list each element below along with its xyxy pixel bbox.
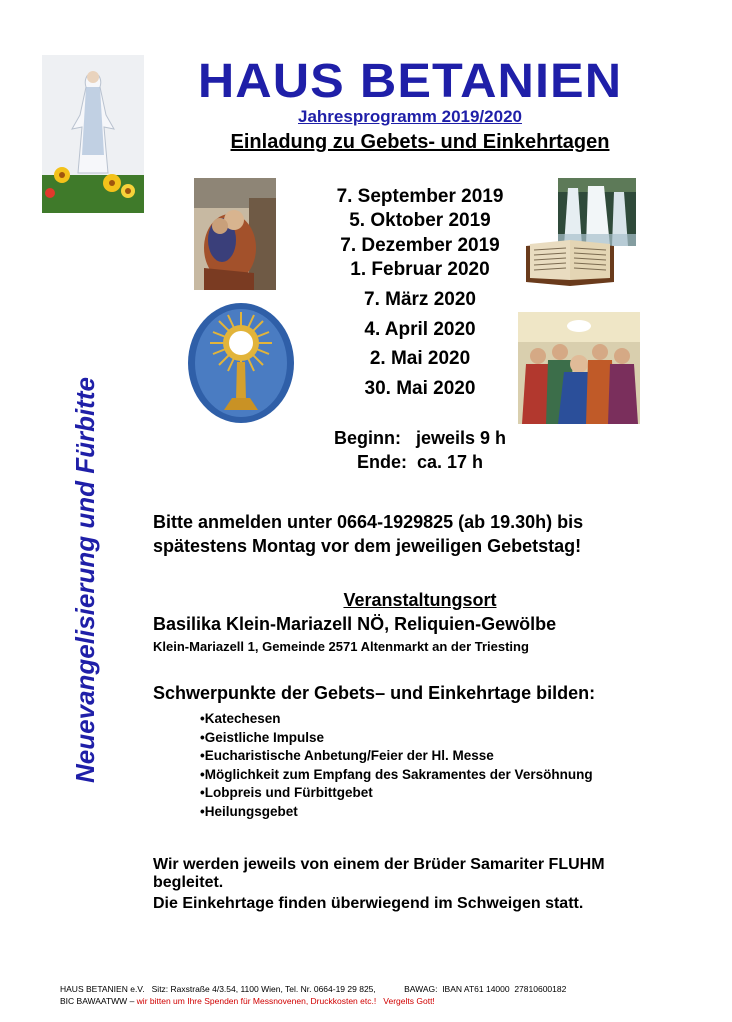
monstrance-image: [186, 302, 296, 424]
registration-line: spätestens Montag vor dem jeweiligen Gebetstag!: [153, 536, 582, 556]
event-date: 1. Februar 2020: [350, 259, 490, 280]
event-date: 7. März 2020: [364, 289, 476, 310]
event-date: 30. Mai 2020: [364, 378, 476, 399]
event-date: 5. Oktober 2019: [349, 210, 491, 231]
program-subtitle: Jahresprogramm 2019/2020: [298, 107, 522, 126]
registration-line: Bitte anmelden unter 0664-1929825 (ab 19.30h) bis: [153, 512, 584, 532]
end-time: Ende: ca. 17 h: [356, 452, 484, 472]
vertical-motto: Neuevangelisierung und Fürbitte: [70, 377, 100, 783]
begin-time: Beginn: jeweils 9 h: [333, 428, 507, 448]
footer: [60, 983, 720, 1007]
invitation-headline: Einladung zu Gebets- und Einkehrtagen: [230, 131, 610, 153]
registration-note: [153, 510, 693, 558]
event-date: 7. Dezember 2019: [340, 235, 500, 256]
event-date: 4. April 2020: [364, 319, 476, 340]
footer-bank-line: [60, 995, 720, 1007]
list-item: •Möglichkeit zum Empfang des Sakramentes der Versöhnung: [200, 766, 593, 782]
closing-note: [153, 856, 693, 892]
venue-heading: Veranstaltungsort: [343, 590, 497, 610]
venue-address: Klein-Mariazell 1, Gemeinde 2571 Altenmarkt an der Triesting: [153, 639, 529, 654]
page-title: HAUS BETANIEN: [197, 55, 623, 108]
embrace-painting-image: [194, 178, 276, 290]
silence-note: Die Einkehrtage finden überwiegend im Schweigen statt.: [153, 895, 584, 912]
closing-line: begleitet.: [153, 874, 224, 891]
closing-line: Wir werden jeweils von einem der Brüder Samariter FLUHM: [153, 856, 605, 873]
list-item: •Heilungsgebet: [200, 803, 298, 819]
footer-bic: BIC BAWAATWW –: [60, 996, 137, 1006]
list-item: •Katechesen: [200, 711, 281, 726]
focus-heading: Schwerpunkte der Gebets– und Einkehrtage bilden:: [153, 683, 596, 703]
list-item: •Geistliche Impulse: [200, 729, 325, 745]
donation-request: wir bitten um Ihre Spenden für Messnovenen, Druckkosten etc.! Vergelts Gott!: [136, 996, 435, 1006]
list-item: •Lobpreis und Fürbittgebet: [200, 785, 373, 800]
list-item: •Eucharistische Anbetung/Feier der Hl. Messe: [200, 748, 494, 763]
event-date: 7. September 2019: [336, 186, 504, 207]
footer-address-line: HAUS BETANIEN e.V. Sitz: Raxstraße 4/3.54, 1100 Wien, Tel. Nr. 0664-19 29 825, BAWAG: IBAN AT61 14000 27810600182: [60, 984, 567, 994]
focus-list: [200, 710, 680, 821]
mary-statue-image: [42, 55, 144, 213]
event-date: 2. Mai 2020: [369, 348, 471, 369]
venue-name: Basilika Klein-Mariazell NÖ, Reliquien-Gewölbe: [153, 614, 557, 634]
